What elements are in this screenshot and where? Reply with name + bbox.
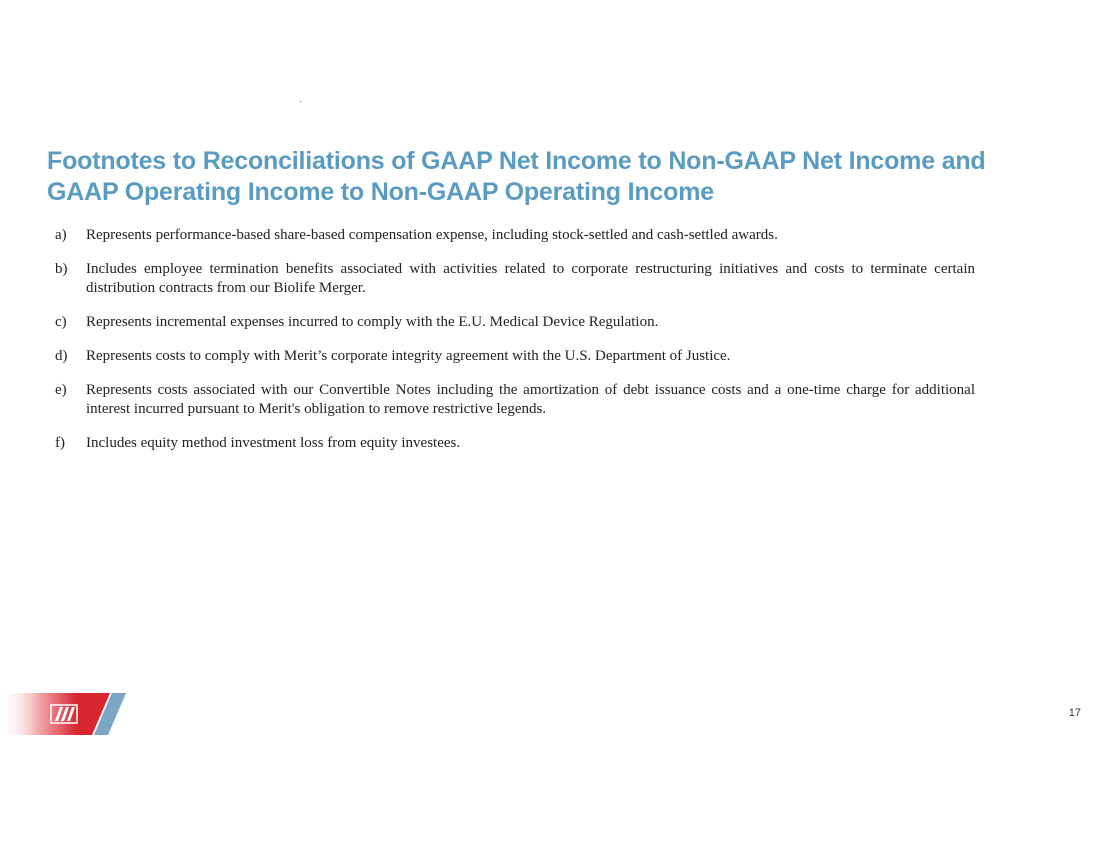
footnote-text: Represents incremental expenses incurred to comply with the E.U. Medical Device Regulation. (86, 314, 659, 330)
footnote-text: Represents costs to comply with Merit’s corporate integrity agreement with the U.S. Department of Justice. (86, 348, 731, 364)
red-band-shape (0, 693, 110, 735)
page-title: Footnotes to Reconciliations of GAAP Net Income to Non-GAAP Net Income and GAAP Operating Income to Non-GAAP Operating Income (47, 147, 986, 206)
footnote-marker: c) (55, 314, 67, 330)
footnote-list (55, 226, 975, 468)
footnote-text: Includes equity method investment loss from equity investees. (86, 435, 461, 451)
footnote-text: Represents performance-based share-based compensation expense, including stock-settled and cash-settled awards. (86, 227, 778, 243)
footnote-item (55, 434, 975, 453)
page-number: 17 (1068, 707, 1081, 719)
footnote-marker: a) (55, 227, 67, 243)
footnote-marker: d) (55, 348, 68, 364)
footnote-item (55, 260, 975, 298)
footnote-item (55, 226, 975, 245)
footnote-marker: f) (55, 435, 65, 451)
footnote-item (55, 313, 975, 332)
footnote-marker: e) (55, 382, 67, 398)
footnote-item (55, 381, 975, 419)
footnote-marker: b) (55, 261, 68, 277)
footnote-text: Includes employee termination benefits associated with activities related to corporate restructuring initiatives and costs to terminate certain distribution contracts from our Biolife Merger. (86, 261, 975, 296)
footnote-item (55, 347, 975, 366)
footnote-text: Represents costs associated with our Convertible Notes including the amortization of debt issuance costs and a one-time charge for additional interest incurred pursuant to Merit's obligation to remove restrictive legends. (86, 382, 975, 417)
brand-band (0, 693, 130, 735)
decorative-dot (300, 101, 301, 102)
